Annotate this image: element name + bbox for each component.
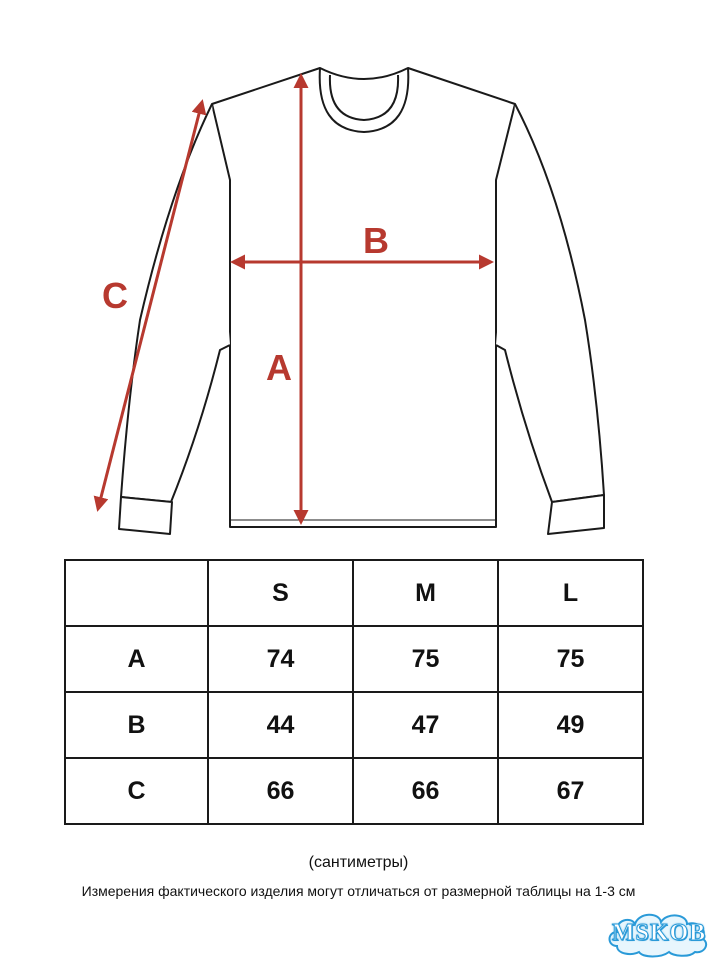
- table-row-c: [65, 758, 643, 824]
- label-a: A: [266, 347, 292, 388]
- logo-text: MSKOB: [611, 919, 707, 946]
- table-header-row: [65, 560, 643, 626]
- disclaimer-note: Измерения фактического изделия могут отличаться от размерной таблицы на 1-3 см: [81, 883, 636, 899]
- table-cell: 49: [498, 692, 643, 758]
- label-c: C: [102, 275, 128, 316]
- header-cell-l: L: [498, 560, 643, 626]
- header-cell-s: S: [208, 560, 353, 626]
- table-cell: 47: [353, 692, 498, 758]
- table-cell: 75: [353, 626, 498, 692]
- label-b: B: [363, 220, 389, 261]
- row-label: A: [65, 626, 208, 692]
- table-cell: 75: [498, 626, 643, 692]
- header-cell-empty: [65, 560, 208, 626]
- row-label: B: [65, 692, 208, 758]
- table-cell: 74: [208, 626, 353, 692]
- table-row-b: [65, 692, 643, 758]
- table-cell: 67: [498, 758, 643, 824]
- table-cell: 44: [208, 692, 353, 758]
- table-cell: 66: [208, 758, 353, 824]
- row-label: C: [65, 758, 208, 824]
- size-table: [64, 559, 644, 825]
- table-row-a: [65, 626, 643, 692]
- table-cell: 66: [353, 758, 498, 824]
- header-cell-m: M: [353, 560, 498, 626]
- brand-logo: [603, 908, 715, 958]
- units-note: (сантиметры): [308, 854, 409, 871]
